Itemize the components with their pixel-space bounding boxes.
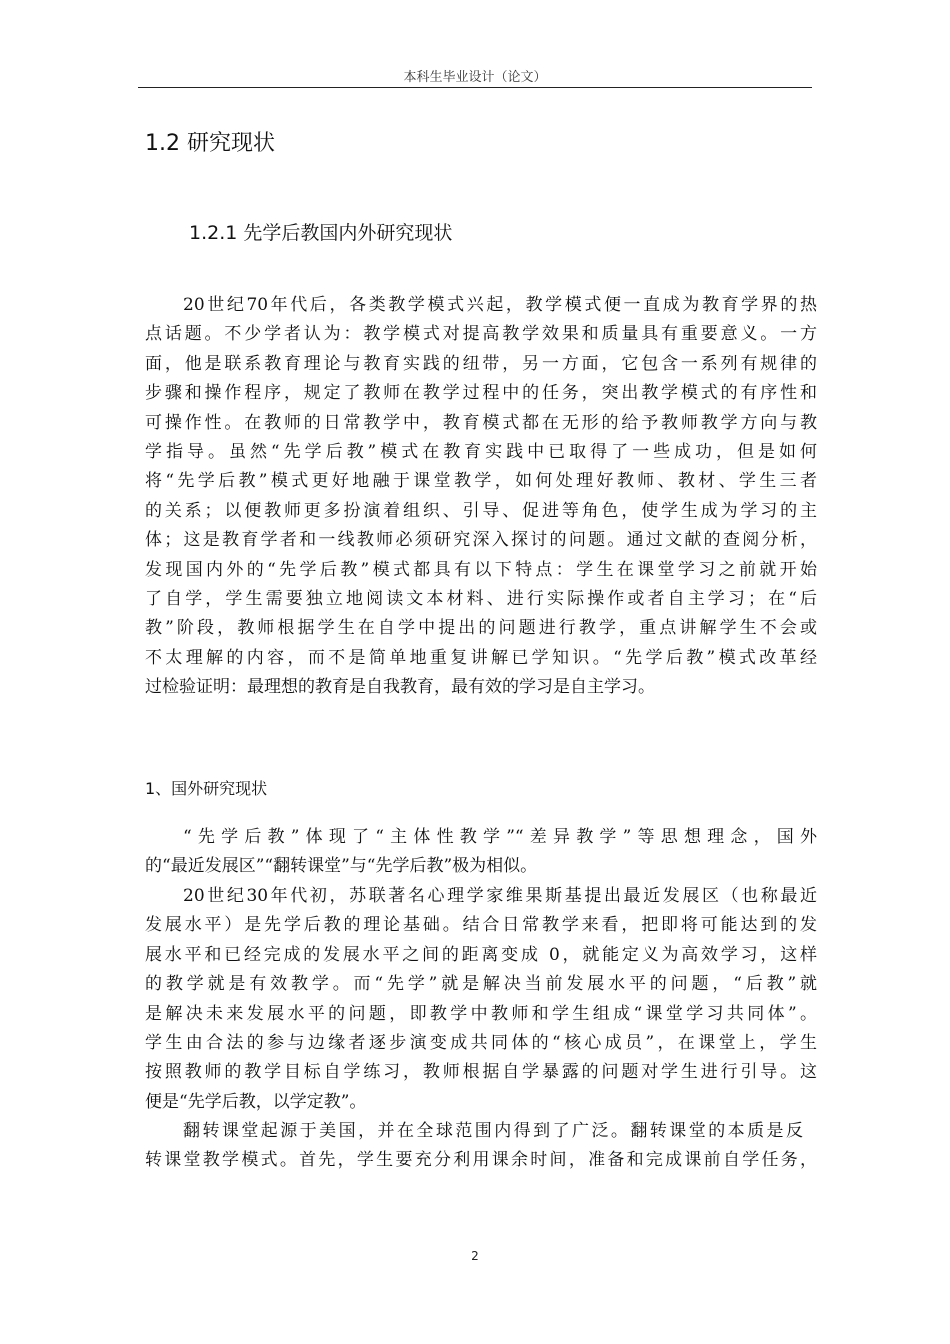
paragraph-4	[145, 1117, 817, 1176]
text-line: 20世纪30年代初，苏联著名心理学家维果斯基提出最近发展区（也称最近	[183, 886, 817, 906]
text-line: 不太理解的内容，而不是简单地重复讲解已学知识。“先学后教”模式改革经	[145, 647, 817, 668]
text-line: 便是“先学后教，以学定教”。	[145, 1091, 367, 1112]
foreign-research-heading: 1、国外研究现状	[145, 779, 268, 798]
text-line: 的“最近发展区”“翻转课堂”与“先学后教”极为相似。	[145, 856, 538, 877]
text-line: 学生由合法的参与边缘者逐步演变成共同体的“核心成员”，在课堂上，学生	[145, 1032, 817, 1053]
text-line: 了自学，学生需要独立地阅读文本材料、进行实际操作或者自主学习；在“后	[145, 588, 817, 609]
text-line: 的教学就是有效教学。而“先学”就是解决当前发展水平的问题，“后教”就	[145, 974, 817, 995]
running-header: 本科生毕业设计（论文）	[403, 70, 547, 85]
text-line: “先学后教”体现了“主体性教学”“差异教学”等思想理念，国外	[183, 827, 817, 847]
header-divider	[138, 87, 812, 88]
text-line: 点话题。不少学者认为：教学模式对提高教学效果和质量具有重要意义。一方	[145, 324, 817, 345]
subsection-heading: 1.2.1 先学后教国内外研究现状	[189, 222, 453, 244]
text-line: 发展水平）是先学后教的理论基础。结合日常教学来看，把即将可能达到的发	[145, 915, 817, 936]
text-line: 的关系；以便教师更多扮演着组织、引导、促进等角色，使学生成为学习的主	[145, 500, 817, 521]
page-number: 2	[471, 1249, 479, 1263]
text-line: 翻转课堂起源于美国，并在全球范围内得到了广泛。翻转课堂的本质是反	[183, 1121, 803, 1141]
text-line: 20世纪70年代后，各类教学模式兴起，教学模式便一直成为教育学界的热	[183, 295, 817, 315]
text-line: 体；这是教育学者和一线教师必须研究深入探讨的问题。通过文献的查阅分析，	[145, 530, 817, 551]
text-line: 过检验证明：最理想的教育是自我教育，最有效的学习是自主学习。	[145, 677, 655, 698]
text-line: 展水平和已经完成的发展水平之间的距离变成 0，就能定义为高效学习，这样	[145, 944, 817, 965]
text-line: 按照教师的教学目标自学练习，教师根据自学暴露的问题对学生进行引导。这	[145, 1062, 817, 1083]
section-heading: 1.2 研究现状	[145, 131, 275, 156]
paragraph-3	[145, 882, 817, 1117]
paragraph-2	[145, 823, 817, 882]
text-line: 转课堂教学模式。首先，学生要充分利用课余时间，准备和完成课前自学任务，	[145, 1150, 817, 1171]
text-line: 将“先学后教”模式更好地融于课堂教学，如何处理好教师、教材、学生三者	[145, 471, 817, 492]
text-line: 面，他是联系教育理论与教育实践的纽带，另一方面，它包含一系列有规律的	[145, 353, 817, 374]
text-line: 步骤和操作程序，规定了教师在教学过程中的任务，突出教学模式的有序性和	[145, 383, 817, 404]
text-line: 可操作性。在教师的日常教学中，教育模式都在无形的给予教师教学方向与教	[145, 412, 817, 433]
text-line: 学指导。虽然“先学后教”模式在教育实践中已取得了一些成功，但是如何	[145, 441, 817, 462]
text-line: 发现国内外的“先学后教”模式都具有以下特点：学生在课堂学习之前就开始	[145, 559, 817, 580]
text-line: 是解决未来发展水平的问题，即教学中教师和学生组成“课堂学习共同体”。	[145, 1003, 817, 1024]
text-line: 教”阶段，教师根据学生在自学中提出的问题进行教学，重点讲解学生不会或	[145, 618, 817, 639]
paragraph-1	[145, 291, 817, 702]
